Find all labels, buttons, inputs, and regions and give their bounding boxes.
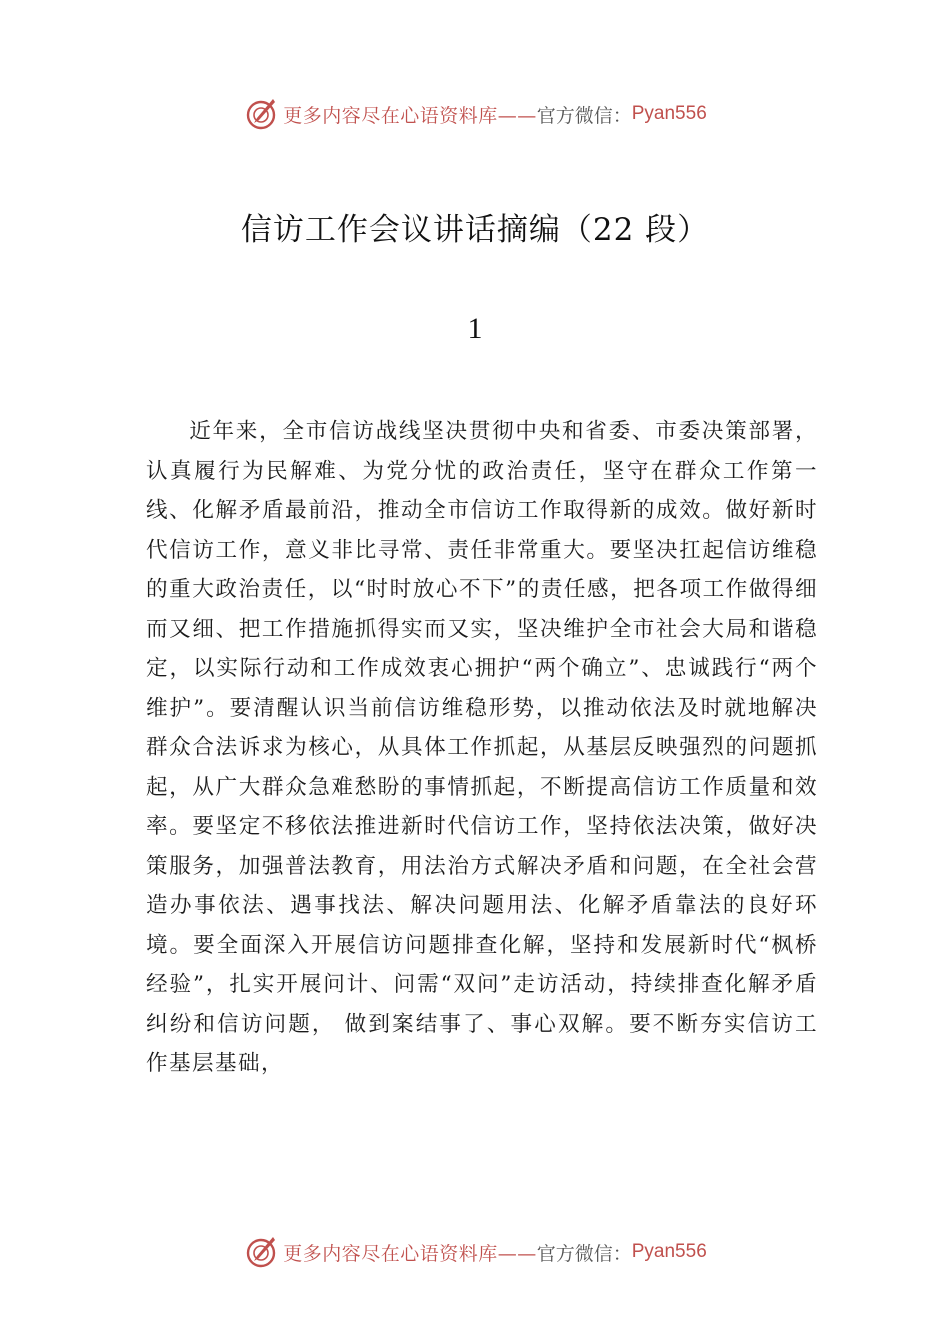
brush-logo-icon (243, 96, 279, 132)
section-number: 1 (467, 312, 483, 345)
brush-logo-icon (243, 1234, 279, 1270)
banner-site-text: 更多内容尽在心语资料库—— (283, 104, 537, 127)
body-paragraph: 近年来，全市信访战线坚决贯彻中央和省委、市委决策部署，认真履行为民解难、为党分忧的政治责任，坚守在群众工作第一线、化解矛盾最前沿，推动全市信访工作取得新的成效。做好新时代信访工作，意义非比寻常、责任非常重大。要坚决扛起信访维稳的重大政治责任，以“时时放心不下”的责任感，把各项工作做得细而又细、把工作措施抓得实而又实，坚决维护全市社会大局和谐稳定，以实际行动和工作成效衷心拥护“两个确立”、忠诚践行“两个维护”。要清醒认识当前信访维稳形势，以推动依法及时就地解决群众合法诉求为核心，从具体工作抓起，从基层反映强烈的问题抓起，从广大群众急难愁盼的事情抓起，不断提高信访工作质量和效率。要坚定不移依法推进新时代信访工作，坚持依法决策，做好决策服务，加强普法教育，用法治方式解决矛盾和问题，在全社会营造办事依法、遇事找法、解决问题用法、化解矛盾靠法的良好环境。要全面深入开展信访问题排查化解，坚持和发展新时代“枫桥经验”，扎实开展问计、问需“双问”走访活动，持续排查化解矛盾纠纷和信访问题， 做到案结事了、事心双解。要不断夯实信访工作基层基础， (146, 419, 818, 1076)
footer-watermark-banner (0, 1232, 950, 1272)
banner-wechat-id: Pyan556 (631, 1241, 707, 1262)
banner-wechat-id: Pyan556 (631, 103, 707, 124)
header-watermark-banner (0, 94, 950, 134)
banner-site-text: 更多内容尽在心语资料库—— (283, 1242, 537, 1265)
banner-wechat-label: 官方微信： (536, 104, 632, 127)
document-title: 信访工作会议讲话摘编（22 段） (240, 212, 710, 248)
banner-wechat-label: 官方微信： (536, 1242, 632, 1265)
